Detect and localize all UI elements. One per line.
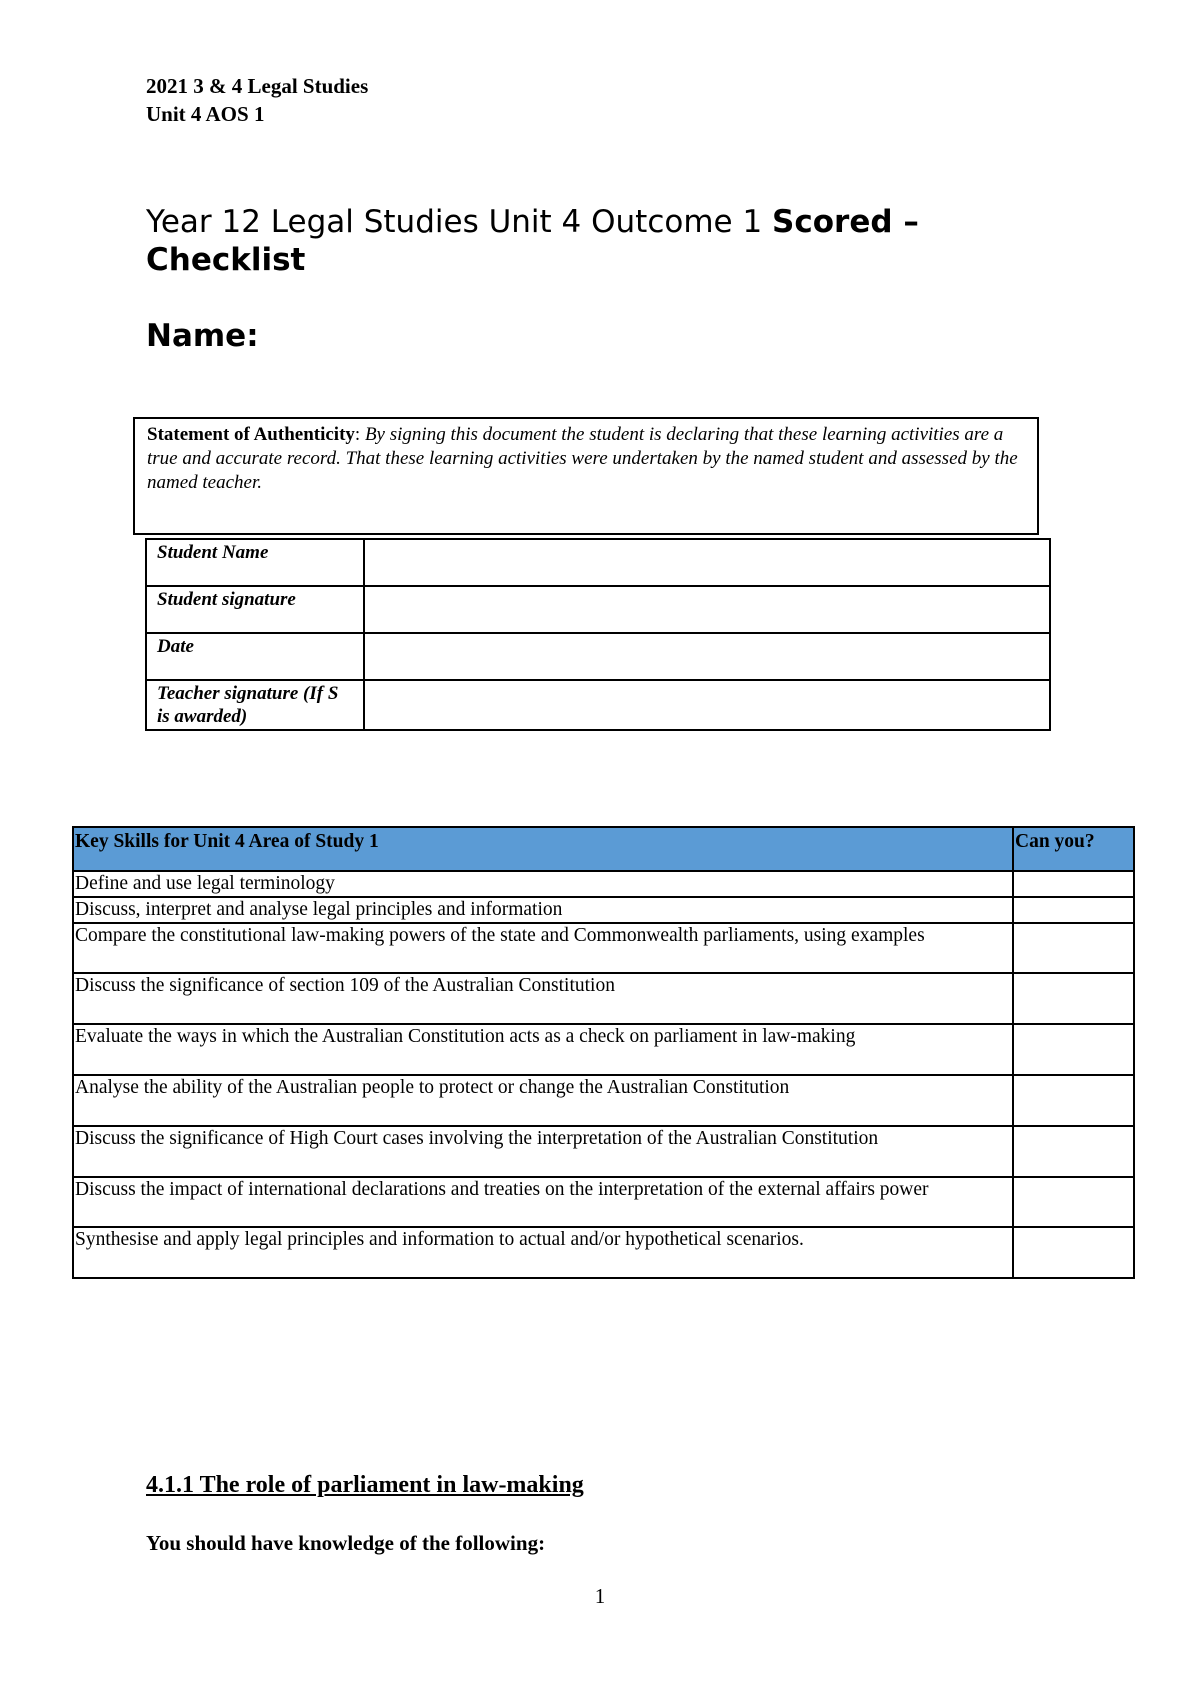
table-row (146, 539, 1050, 586)
can-you-cell[interactable] (1013, 1227, 1134, 1278)
table-row (146, 633, 1050, 680)
table-row (73, 973, 1134, 1024)
skill-text: Analyse the ability of the Australian people to protect or change the Australian Constitution (73, 1075, 1013, 1126)
table-row (73, 897, 1134, 923)
skill-text: Synthesise and apply legal principles and information to actual and/or hypothetical scenarios. (73, 1227, 1013, 1278)
teacher-signature-label: Teacher signature (If S is awarded) (146, 680, 364, 730)
can-you-cell[interactable] (1013, 1075, 1134, 1126)
can-you-column-header: Can you? (1013, 827, 1134, 871)
skill-text: Discuss the significance of section 109 of the Australian Constitution (73, 973, 1013, 1024)
document-header (146, 72, 368, 128)
table-row (73, 1177, 1134, 1227)
date-label: Date (146, 633, 364, 680)
skill-text: Define and use legal terminology (73, 871, 1013, 897)
table-row (73, 1126, 1134, 1177)
skill-text: Discuss, interpret and analyse legal principles and information (73, 897, 1013, 923)
skill-text: Evaluate the ways in which the Australian Constitution acts as a check on parliament in law-making (73, 1024, 1013, 1075)
authenticity-label: Statement of Authenticity (147, 424, 355, 445)
can-you-cell[interactable] (1013, 897, 1134, 923)
header-course: 2021 3 & 4 Legal Studies (146, 74, 369, 98)
can-you-cell[interactable] (1013, 1177, 1134, 1227)
table-row (146, 586, 1050, 633)
page-number: 1 (594, 1584, 606, 1608)
can-you-cell[interactable] (1013, 973, 1134, 1024)
student-signature-field[interactable] (364, 586, 1050, 633)
signature-table (145, 538, 1051, 731)
title-plain: Year 12 Legal Studies Unit 4 Outcome 1 (146, 204, 773, 240)
authenticity-text: By signing this document the student is declaring that these learning activities are a true and accurate record. That these learning activities were undertaken by the named student and assessed by the named teacher. (147, 424, 1018, 493)
name-label: Name: (146, 318, 259, 354)
can-you-cell[interactable] (1013, 1024, 1134, 1075)
skill-text: Discuss the impact of international declarations and treaties on the interpretation of the external affairs power (73, 1177, 1013, 1227)
date-field[interactable] (364, 633, 1050, 680)
section-heading: 4.1.1 The role of parliament in law-making (146, 1472, 584, 1498)
table-header-row (73, 827, 1134, 871)
header-unit: Unit 4 AOS 1 (146, 102, 265, 126)
table-row (73, 1075, 1134, 1126)
student-name-field[interactable] (364, 539, 1050, 586)
key-skills-table (72, 826, 1135, 1279)
authenticity-statement (133, 417, 1039, 535)
table-row (146, 680, 1050, 730)
table-row (73, 923, 1134, 973)
section-subheading: You should have knowledge of the following: (146, 1531, 546, 1555)
student-signature-label: Student signature (146, 586, 364, 633)
skills-column-header: Key Skills for Unit 4 Area of Study 1 (73, 827, 1013, 871)
table-row (73, 1024, 1134, 1075)
can-you-cell[interactable] (1013, 1126, 1134, 1177)
skill-text: Compare the constitutional law-making powers of the state and Commonwealth parliaments, using examples (73, 923, 1013, 973)
can-you-cell[interactable] (1013, 923, 1134, 973)
skill-text: Discuss the significance of High Court cases involving the interpretation of the Australian Constitution (73, 1126, 1013, 1177)
student-name-label: Student Name (146, 539, 364, 586)
authenticity-separator: : (354, 424, 365, 445)
table-row (73, 1227, 1134, 1278)
can-you-cell[interactable] (1013, 871, 1134, 897)
title-bold: Scored – Checklist (146, 204, 919, 278)
teacher-signature-field[interactable] (364, 680, 1050, 730)
page-title (146, 203, 1046, 279)
table-row (73, 871, 1134, 897)
